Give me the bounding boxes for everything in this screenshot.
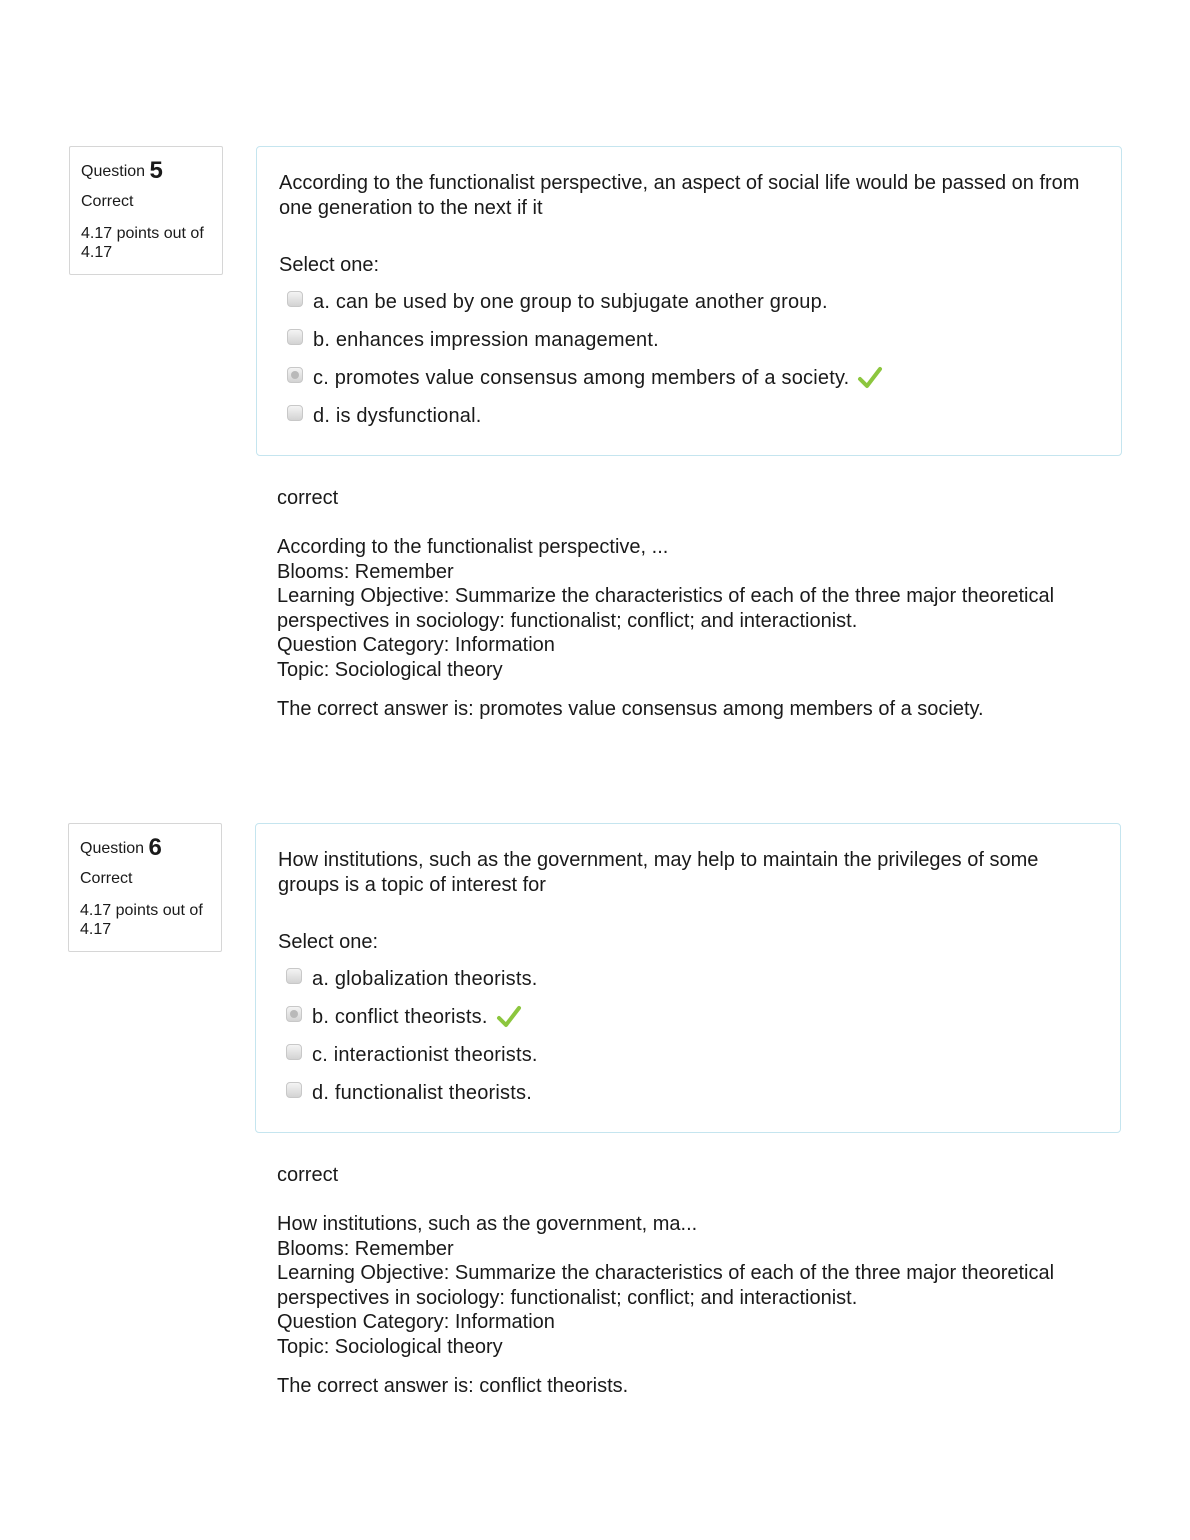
radio-button-selected[interactable] bbox=[287, 367, 303, 383]
general-feedback bbox=[277, 535, 1077, 683]
answer-label: a. can be used by one group to subjugate another group. bbox=[313, 290, 828, 313]
answer-label: d. functionalist theorists. bbox=[312, 1081, 532, 1104]
question-number bbox=[80, 834, 211, 863]
question-label: Question bbox=[80, 840, 145, 857]
question-info bbox=[69, 146, 223, 275]
question-grade: 4.17 points out of 4.17 bbox=[80, 902, 203, 938]
answer-option-c[interactable] bbox=[287, 359, 883, 397]
question-formulation bbox=[255, 823, 1121, 1133]
answer-option-d[interactable] bbox=[287, 397, 883, 435]
right-answer: The correct answer is: conflict theorists. bbox=[277, 1374, 629, 1397]
answer-option-c[interactable] bbox=[286, 1036, 538, 1074]
question-formulation bbox=[256, 146, 1122, 456]
answer-option-b[interactable] bbox=[287, 321, 883, 359]
feedback-line: How institutions, such as the government, ma... bbox=[277, 1213, 698, 1235]
question-state: Correct bbox=[81, 193, 134, 210]
answer-option-a[interactable] bbox=[286, 960, 538, 998]
question-outcome bbox=[277, 486, 1077, 722]
radio-button[interactable] bbox=[286, 1044, 302, 1060]
question-grade: 4.17 points out of 4.17 bbox=[81, 225, 204, 261]
question-number-value: 6 bbox=[148, 834, 162, 861]
question-number bbox=[81, 157, 212, 186]
right-answer: The correct answer is: promotes value consensus among members of a society. bbox=[277, 697, 984, 720]
answer-option-b[interactable] bbox=[286, 998, 538, 1036]
question-text: According to the functionalist perspective, an aspect of social life would be passed on from one generation to the next if it bbox=[279, 172, 1080, 219]
feedback-line: Blooms: Remember bbox=[277, 1237, 454, 1260]
answer-option-a[interactable] bbox=[287, 283, 883, 321]
answer-label: b. enhances impression management. bbox=[313, 328, 659, 351]
select-prompt: Select one: bbox=[279, 254, 380, 276]
question-info bbox=[68, 823, 222, 952]
radio-button-selected[interactable] bbox=[286, 1006, 302, 1022]
radio-button[interactable] bbox=[286, 968, 302, 984]
question-6 bbox=[0, 823, 1190, 1463]
feedback-line: Topic: Sociological theory bbox=[277, 658, 503, 681]
feedback-line: Learning Objective: Summarize the characteristics of each of the three major theoretical perspectives in sociology: functionalist; conflict; and interactionist. bbox=[277, 1262, 1055, 1309]
radio-button[interactable] bbox=[287, 405, 303, 421]
radio-button[interactable] bbox=[286, 1082, 302, 1098]
select-prompt: Select one: bbox=[278, 931, 379, 953]
answer-label: d. is dysfunctional. bbox=[313, 404, 482, 427]
general-feedback bbox=[277, 1212, 1077, 1360]
check-icon bbox=[857, 365, 883, 391]
radio-button[interactable] bbox=[287, 291, 303, 307]
answer-options bbox=[286, 960, 538, 1112]
answer-label: c. promotes value consensus among members of a society. bbox=[313, 366, 850, 389]
check-icon bbox=[496, 1004, 522, 1030]
answer-option-d[interactable] bbox=[286, 1074, 538, 1112]
question-5 bbox=[0, 146, 1190, 786]
feedback-line: Topic: Sociological theory bbox=[277, 1335, 503, 1358]
radio-button[interactable] bbox=[287, 329, 303, 345]
specific-feedback: correct bbox=[277, 487, 339, 509]
answer-label: c. interactionist theorists. bbox=[312, 1043, 538, 1066]
feedback-line: Blooms: Remember bbox=[277, 560, 454, 583]
feedback-line: Question Category: Information bbox=[277, 1311, 555, 1334]
feedback-line: Learning Objective: Summarize the characteristics of each of the three major theoretical perspectives in sociology: functionalist; conflict; and interactionist. bbox=[277, 585, 1055, 632]
question-text: How institutions, such as the government, may help to maintain the privileges of some groups is a topic of interest for bbox=[278, 849, 1039, 896]
question-state: Correct bbox=[80, 870, 133, 887]
answer-label: b. conflict theorists. bbox=[312, 1005, 488, 1028]
feedback-line: According to the functionalist perspective, ... bbox=[277, 536, 669, 558]
question-label: Question bbox=[81, 163, 146, 180]
feedback-line: Question Category: Information bbox=[277, 634, 555, 657]
specific-feedback: correct bbox=[277, 1164, 339, 1186]
question-outcome bbox=[277, 1163, 1077, 1399]
question-number-value: 5 bbox=[149, 157, 163, 184]
answer-options bbox=[287, 283, 883, 435]
answer-label: a. globalization theorists. bbox=[312, 967, 538, 990]
